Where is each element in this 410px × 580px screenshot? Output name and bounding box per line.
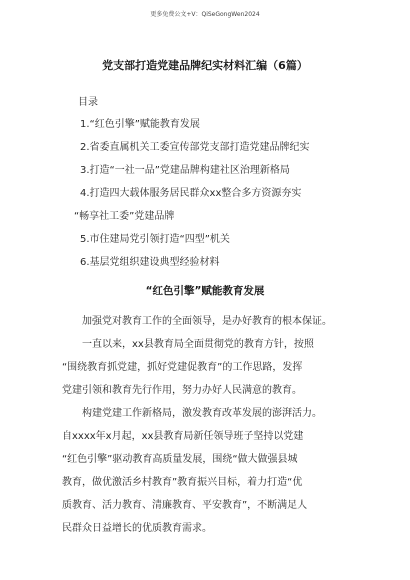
body-line: 构建党建工作新格局，激发教育改革发展的澎湃活力。 <box>82 408 322 419</box>
toc-item-1: 1.“红色引擎”赋能教育发展 <box>80 119 200 130</box>
header-note: 更多免费公文+V：QiSeGongWen2024 <box>150 11 260 18</box>
section-title: “红色引擎”赋能教育发展 <box>145 285 265 297</box>
body-line: 质教育、活力教育、清廉教育、平安教育”，不断满足人 <box>62 500 308 511</box>
body-line: “围绕教育抓党建，抓好党建促教育”的工作思路，发挥 <box>62 362 303 373</box>
toc-item-3: 3.打造“一社一品”党建品牌构建社区治理新格局 <box>80 165 290 176</box>
body-line: 自xxxx年x月起，xx县教育局新任领导班子坚持以党建 <box>62 431 304 442</box>
body-line: 党建引领和教育先行作用，努力办好人民满意的教育。 <box>62 385 302 396</box>
body-line: 教育，做优激活乡村教育”教育振兴目标，着力打造“优 <box>62 477 303 488</box>
body-line: “红色引擎”驱动教育高质量发展，围绕“做大做强县城 <box>62 454 298 465</box>
toc-item-5: 5.市住建局党引领打造“四型”机关 <box>80 234 230 245</box>
document-title: 党支部打造党建品牌纪实材料汇编（6篇） <box>102 59 308 72</box>
body-line: 加强党对教育工作的全面领导，是办好教育的根本保证。 <box>82 316 332 327</box>
toc-item-2: 2.省委直属机关工委宣传部党支部打造党建品牌纪实 <box>80 142 310 153</box>
toc-item-6: 6.基层党组织建设典型经验材料 <box>80 257 220 268</box>
toc-heading: 目录 <box>78 97 98 108</box>
toc-item-4-continued: “畅享社工委”党建品牌 <box>74 211 175 222</box>
toc-item-4: 4.打造四大载体服务居民群众xx整合多方资源夯实 <box>80 188 302 199</box>
body-line: 民群众日益增长的优质教育需求。 <box>62 523 212 534</box>
body-line: 一直以来，xx县教育局全面贯彻党的教育方针，按照 <box>82 339 314 350</box>
